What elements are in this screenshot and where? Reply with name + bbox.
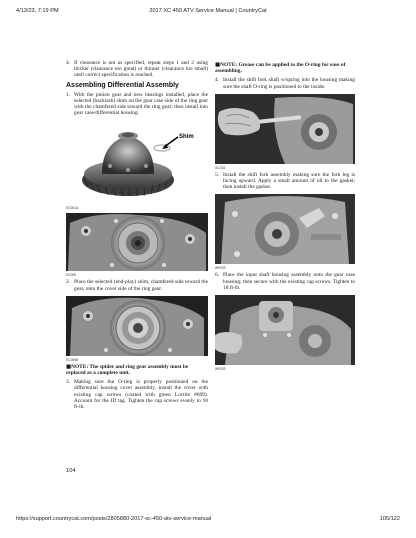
step-text: If clearance is not as specified, repeat steps 1 and 2 using thicker (clearance too great) or thinner (clearance too small) until correct specification is reached. — [74, 60, 208, 79]
step-number: 2. — [66, 279, 71, 286]
shift-fork-shaft-photo — [215, 94, 355, 164]
step-number: 1. — [66, 91, 71, 98]
ring-gear-illustration — [66, 120, 208, 204]
step-text: Place the input shaft housing assembly onto the gear case housing; then secure with the existing cap screws. Tighten to 18 ft-lb. — [223, 272, 355, 291]
housing-assembly-illustration — [215, 295, 355, 365]
step-number: 5. — [215, 171, 220, 178]
print-timestamp: 4/13/23, 7:19 PM — [16, 8, 59, 14]
input-shaft-housing-photo — [215, 295, 355, 365]
right-column — [215, 60, 355, 373]
note-text: NOTE: Grease can be applied to the O-ring for ease of assembling. — [215, 62, 346, 75]
step-text: Place the selected (end-play) shim, chamfered side toward the gear, onto the cover side of the ring gear. — [74, 279, 208, 292]
step-text: Install the shift fork shaft w/spring into the housing making sure the shaft O-ring is positioned to the inside. — [223, 77, 355, 90]
photo-code: GC016 — [215, 165, 226, 170]
step-6-input-shaft-housing — [215, 272, 355, 291]
shaft-install-illustration — [215, 94, 355, 164]
step-1-install-shim — [66, 92, 208, 117]
note-grease-o-ring — [215, 62, 355, 74]
step-5-shift-fork-assembly — [215, 172, 355, 191]
page-number: 104 — [66, 468, 76, 474]
photo-code: WP029 — [215, 266, 226, 271]
step-3-install-cover — [66, 379, 208, 410]
gear-case-housing-photo — [66, 213, 208, 271]
note-marker: ■ — [66, 363, 72, 370]
note-spider-ring-gear — [66, 364, 208, 376]
step-text: With the pinion gear and new bearings installed, place the selected (backlash) shim on the gear case side of the ring gear with the chamfered side toward the ring gear; then install into gear case/differential housing. — [74, 91, 208, 117]
note-text: NOTE: The spider and ring gear assembly must be replaced as a complete unit. — [66, 363, 189, 377]
print-header — [16, 8, 400, 18]
shift-fork-illustration — [215, 194, 355, 264]
print-footer — [16, 516, 400, 526]
step-2-end-play-shim — [66, 279, 208, 291]
step-number: 4. — [215, 77, 220, 84]
print-page-title: 2017 XC 450 ATV Service Manual | CountryCat — [149, 8, 267, 14]
ring-gear-case-illustration — [66, 296, 208, 356]
step-text: Making sure the O-ring is properly positioned on the differential housing cover assembly, install the cover with existing cap screws (coated with green Loctite #609). Account for the ID tag. Tighten the cap screws evenly to 18 ft-lb. — [74, 379, 208, 411]
step-number: 4. — [66, 60, 71, 66]
photo-code: GC001A — [66, 206, 79, 211]
photo-code: GC005 — [66, 273, 77, 278]
step-4-shift-fork-shaft — [215, 77, 355, 89]
step-4-clearance — [66, 60, 208, 79]
photo-code: GC006B — [66, 357, 79, 362]
note-marker: ■ — [215, 62, 221, 68]
ring-gear-in-case-photo — [66, 296, 208, 356]
gear-case-illustration — [66, 213, 208, 271]
section-heading: Assembling Differential Assembly — [66, 81, 179, 89]
step-number: 3. — [66, 379, 71, 386]
print-page-count: 105/122 — [379, 516, 400, 522]
left-column — [66, 60, 208, 413]
ring-gear-shim-photo — [66, 120, 208, 204]
shim-label: Shim — [179, 134, 194, 141]
step-text: Install the shift fork assembly making sure the fork leg is facing upward. Apply a small amount of oil to the gasket; then install the gasket. — [223, 171, 355, 191]
step-number: 6. — [215, 272, 220, 279]
print-url: https://support.countrycat.com/posts/2805880-2017-xc-450-atv-service-manual — [16, 516, 212, 522]
photo-code: WP033 — [215, 367, 226, 372]
shift-fork-assembly-photo — [215, 194, 355, 264]
